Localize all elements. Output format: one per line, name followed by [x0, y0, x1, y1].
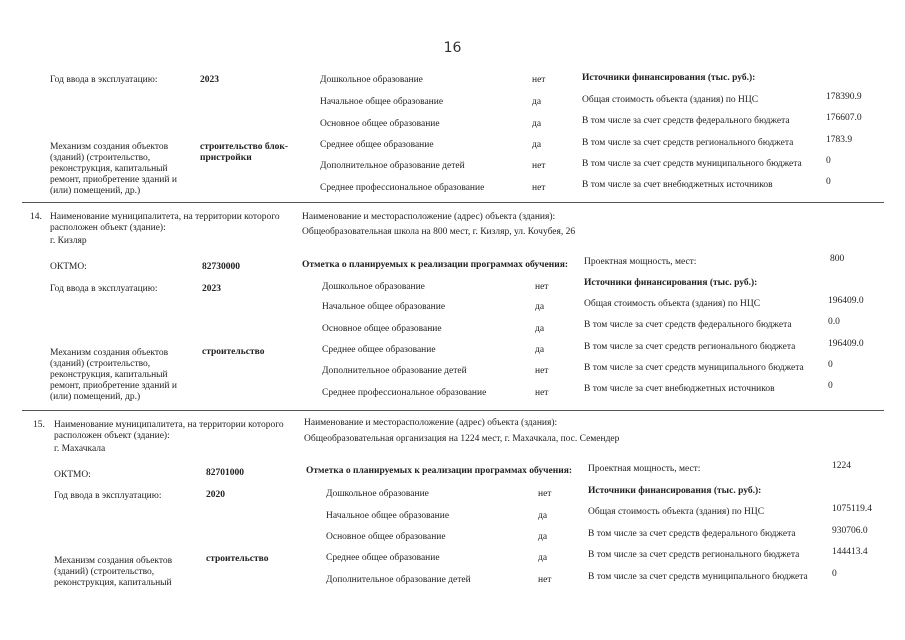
funding-label: В том числе за счет средств муниципального бюджета — [588, 572, 808, 582]
mechanism-value: строительство — [202, 347, 265, 357]
funding-value: 196409.0 — [828, 296, 864, 306]
capacity-value: 1224 — [832, 461, 851, 471]
funding-value: 0 — [828, 381, 833, 391]
funding-value: 0 — [828, 360, 833, 370]
program-name: Дополнительное образование детей — [322, 366, 467, 376]
funding-label: В том числе за счет средств федерального бюджета — [588, 529, 796, 539]
funding-label: В том числе за счет внебюджетных источников — [582, 180, 773, 190]
program-value: нет — [532, 183, 546, 193]
object-label: Наименование и месторасположение (адрес) объекта (здания): — [304, 418, 558, 428]
program-name: Начальное общее образование — [322, 302, 446, 312]
object-value: Общеобразовательная организация на 1224 мест, г. Махачкала, пос. Семендер — [304, 434, 620, 444]
oktmo-label: ОКТМО: — [50, 262, 87, 272]
program-value: нет — [535, 282, 549, 292]
funding-value: 176607.0 — [826, 113, 862, 123]
program-value: да — [538, 511, 548, 521]
capacity-label: Проектная мощность, мест: — [588, 464, 701, 474]
item-number: 15. — [33, 420, 45, 430]
capacity-label: Проектная мощность, мест: — [584, 257, 697, 267]
funding-title: Источники финансирования (тыс. руб.): — [584, 278, 758, 288]
year-value: 2023 — [200, 75, 219, 85]
funding-value: 0 — [832, 569, 837, 579]
program-value: нет — [538, 575, 552, 585]
program-value: да — [538, 532, 548, 542]
program-name: Дополнительное образование детей — [326, 575, 471, 585]
object-label: Наименование и месторасположение (адрес) объекта (здания): — [302, 212, 556, 222]
funding-title: Источники финансирования (тыс. руб.): — [588, 486, 762, 496]
program-name: Дополнительное образование детей — [320, 161, 465, 171]
program-value: нет — [538, 489, 552, 499]
programs-title: Отметка о планируемых к реализации программах обучения: — [302, 260, 569, 270]
program-name: Основное общее образование — [320, 119, 440, 129]
program-name: Основное общее образование — [326, 532, 446, 542]
funding-label: В том числе за счет средств муниципального бюджета — [582, 159, 802, 169]
funding-label: В том числе за счет средств регионального бюджета — [584, 342, 796, 352]
program-name: Начальное общее образование — [320, 97, 444, 107]
program-name: Среднее общее образование — [320, 140, 434, 150]
funding-value: 178390.9 — [826, 92, 862, 102]
page-number: 16 — [443, 40, 462, 56]
program-value: да — [538, 553, 548, 563]
mechanism-value: строительство — [206, 554, 269, 564]
program-value: да — [535, 324, 545, 334]
funding-label: Общая стоимость объекта (здания) по НЦС — [582, 95, 759, 105]
funding-label: В том числе за счет внебюджетных источников — [584, 384, 775, 394]
program-name: Дошкольное образование — [326, 489, 429, 499]
mechanism-value: строительство блок-пристройки — [200, 142, 289, 163]
capacity-value: 800 — [830, 254, 845, 264]
program-value: да — [535, 345, 545, 355]
funding-label: Общая стоимость объекта (здания) по НЦС — [584, 299, 761, 309]
funding-value: 1075119.4 — [832, 504, 873, 514]
funding-label: В том числе за счет средств муниципального бюджета — [584, 363, 804, 373]
funding-value: 196409.0 — [828, 339, 864, 349]
municipality-value: г. Кизляр — [50, 236, 87, 246]
funding-label: В том числе за счет средств регионального бюджета — [588, 550, 800, 560]
program-name: Среднее профессиональное образование — [322, 388, 487, 398]
program-name: Среднее профессиональное образование — [320, 183, 485, 193]
oktmo-value: 82701000 — [206, 468, 244, 478]
funding-value: 930706.0 — [832, 526, 868, 536]
program-name: Дошкольное образование — [320, 75, 423, 85]
funding-label: В том числе за счет средств регионального бюджета — [582, 138, 794, 148]
program-name: Среднее общее образование — [326, 553, 440, 563]
program-name: Начальное общее образование — [326, 511, 450, 521]
year-label: Год ввода в эксплуатацию: — [54, 491, 162, 501]
program-name: Основное общее образование — [322, 324, 442, 334]
oktmo-value: 82730000 — [202, 262, 240, 272]
program-name: Среднее общее образование — [322, 345, 436, 355]
item-number: 14. — [30, 212, 42, 222]
mechanism-label: Механизм создания объектов (зданий) (строительство, реконструкция, капитальный ремонт, приобретение зданий и (или) помещений, др.) — [50, 142, 177, 196]
program-name: Дошкольное образование — [322, 282, 425, 292]
funding-value: 0 — [826, 156, 831, 166]
program-value: нет — [532, 161, 546, 171]
program-value: да — [532, 119, 542, 129]
year-label: Год ввода в эксплуатацию: — [50, 284, 158, 294]
program-value: да — [535, 302, 545, 312]
funding-label: Общая стоимость объекта (здания) по НЦС — [588, 507, 765, 517]
program-value: да — [532, 140, 542, 150]
section-divider — [22, 202, 884, 203]
section-divider — [22, 410, 884, 411]
municipality-label: Наименование муниципалитета, на территории которого расположен объект (здание): — [50, 212, 280, 233]
programs-title: Отметка о планируемых к реализации программах обучения: — [306, 466, 573, 476]
year-label: Год ввода в эксплуатацию: — [50, 75, 158, 85]
year-value: 2023 — [202, 284, 221, 294]
object-value: Общеобразовательная школа на 800 мест, г. Кизляр, ул. Кочубея, 26 — [302, 227, 576, 237]
funding-title: Источники финансирования (тыс. руб.): — [582, 73, 756, 83]
year-value: 2020 — [206, 490, 225, 500]
program-value: да — [532, 97, 542, 107]
funding-label: В том числе за счет средств федерального бюджета — [582, 116, 790, 126]
mechanism-label: Механизм создания объектов (зданий) (строительство, реконструкция, капитальный — [54, 556, 173, 588]
oktmo-label: ОКТМО: — [54, 470, 91, 480]
program-value: нет — [535, 388, 549, 398]
funding-value: 0.0 — [828, 317, 840, 327]
municipality-label: Наименование муниципалитета, на территории которого расположен объект (здание): — [54, 420, 284, 441]
municipality-value: г. Махачкала — [54, 444, 106, 454]
funding-label: В том числе за счет средств федерального бюджета — [584, 320, 792, 330]
program-value: нет — [535, 366, 549, 376]
funding-value: 144413.4 — [832, 547, 868, 557]
mechanism-label: Механизм создания объектов (зданий) (строительство, реконструкция, капитальный ремонт, приобретение зданий и (или) помещений, др.) — [50, 348, 177, 402]
funding-value: 0 — [826, 177, 831, 187]
program-value: нет — [532, 75, 546, 85]
funding-value: 1783.9 — [826, 135, 853, 145]
